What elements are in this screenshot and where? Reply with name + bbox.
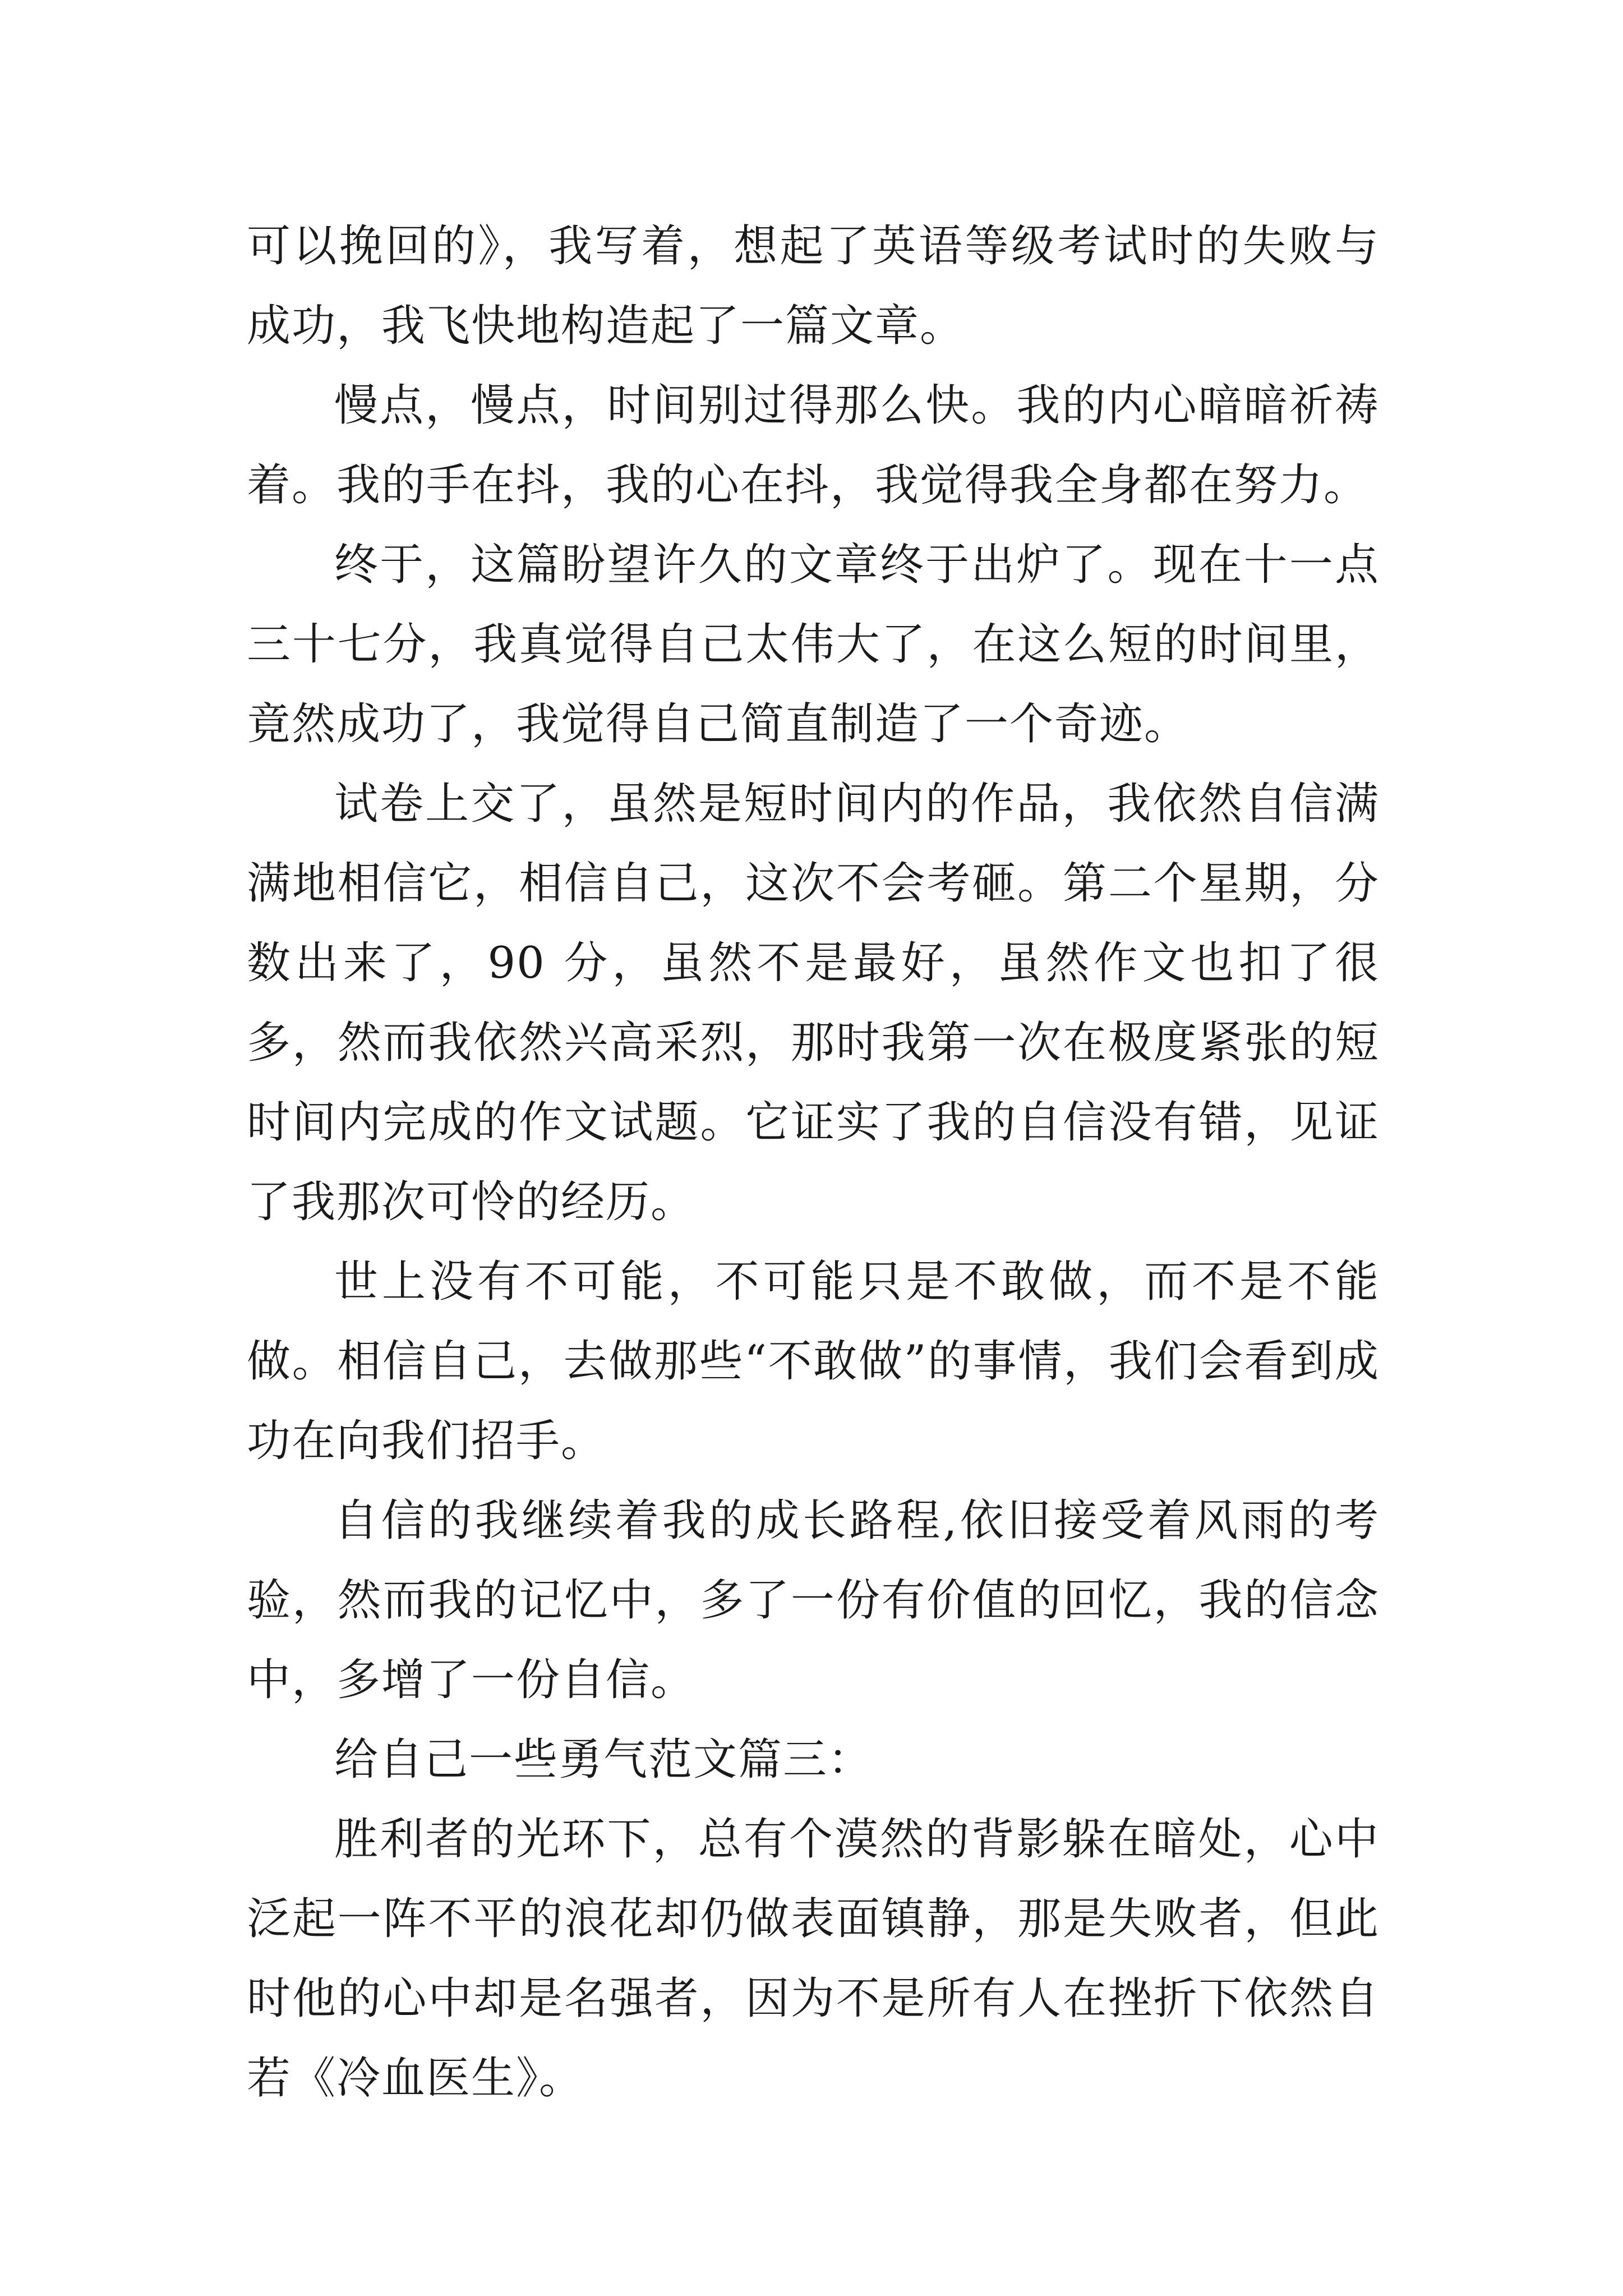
paragraph-7: 胜利者的光环下，总有个漠然的背影躲在暗处，心中泛起一阵不平的浪花却仍做表面镇静，那是失败者，但此时他的心中却是名强者，因为不是所有人在挫折下依然自若《冷血医生》。 (247, 1814, 1380, 2104)
document-body (247, 206, 1380, 2118)
paragraph-2: 慢点，慢点，时间别过得那么快。我的内心暗暗祈祷着。我的手在抖，我的心在抖，我觉得我全身都在努力。 (247, 380, 1380, 510)
paragraph-6: 自信的我继续着我的成长路程,依旧接受着风雨的考验，然而我的记忆中，多了一份有价值的回忆，我的信念中，多增了一份自信。 (247, 1496, 1380, 1705)
paragraph-1: 可以挽回的》，我写着，想起了英语等级考试时的失败与成功，我飞快地构造起了一篇文章。 (247, 221, 1380, 351)
paragraph-3: 终于，这篇盼望许久的文章终于出炉了。现在十一点三十七分，我真觉得自己太伟大了，在这么短的时间里，竟然成功了，我觉得自己简直制造了一个奇迹。 (247, 540, 1380, 749)
paragraph-4: 试卷上交了，虽然是短时间内的作品，我依然自信满满地相信它，相信自己，这次不会考砸。第二个星期，分数出来了，90 分，虽然不是最好，虽然作文也扣了很多，然而我依然兴高采烈，那时我第一次在极度紧张的短时间内完成的作文试题。它证实了我的自信没有错，见证了我那次可怜的经历。 (247, 779, 1380, 1227)
section-heading: 给自己一些勇气范文篇三： (334, 1734, 873, 1785)
paragraph-5: 世上没有不可能，不可能只是不敢做，而不是不能做。相信自己，去做那些“不敢做”的事情，我们会看到成功在向我们招手。 (247, 1257, 1380, 1466)
